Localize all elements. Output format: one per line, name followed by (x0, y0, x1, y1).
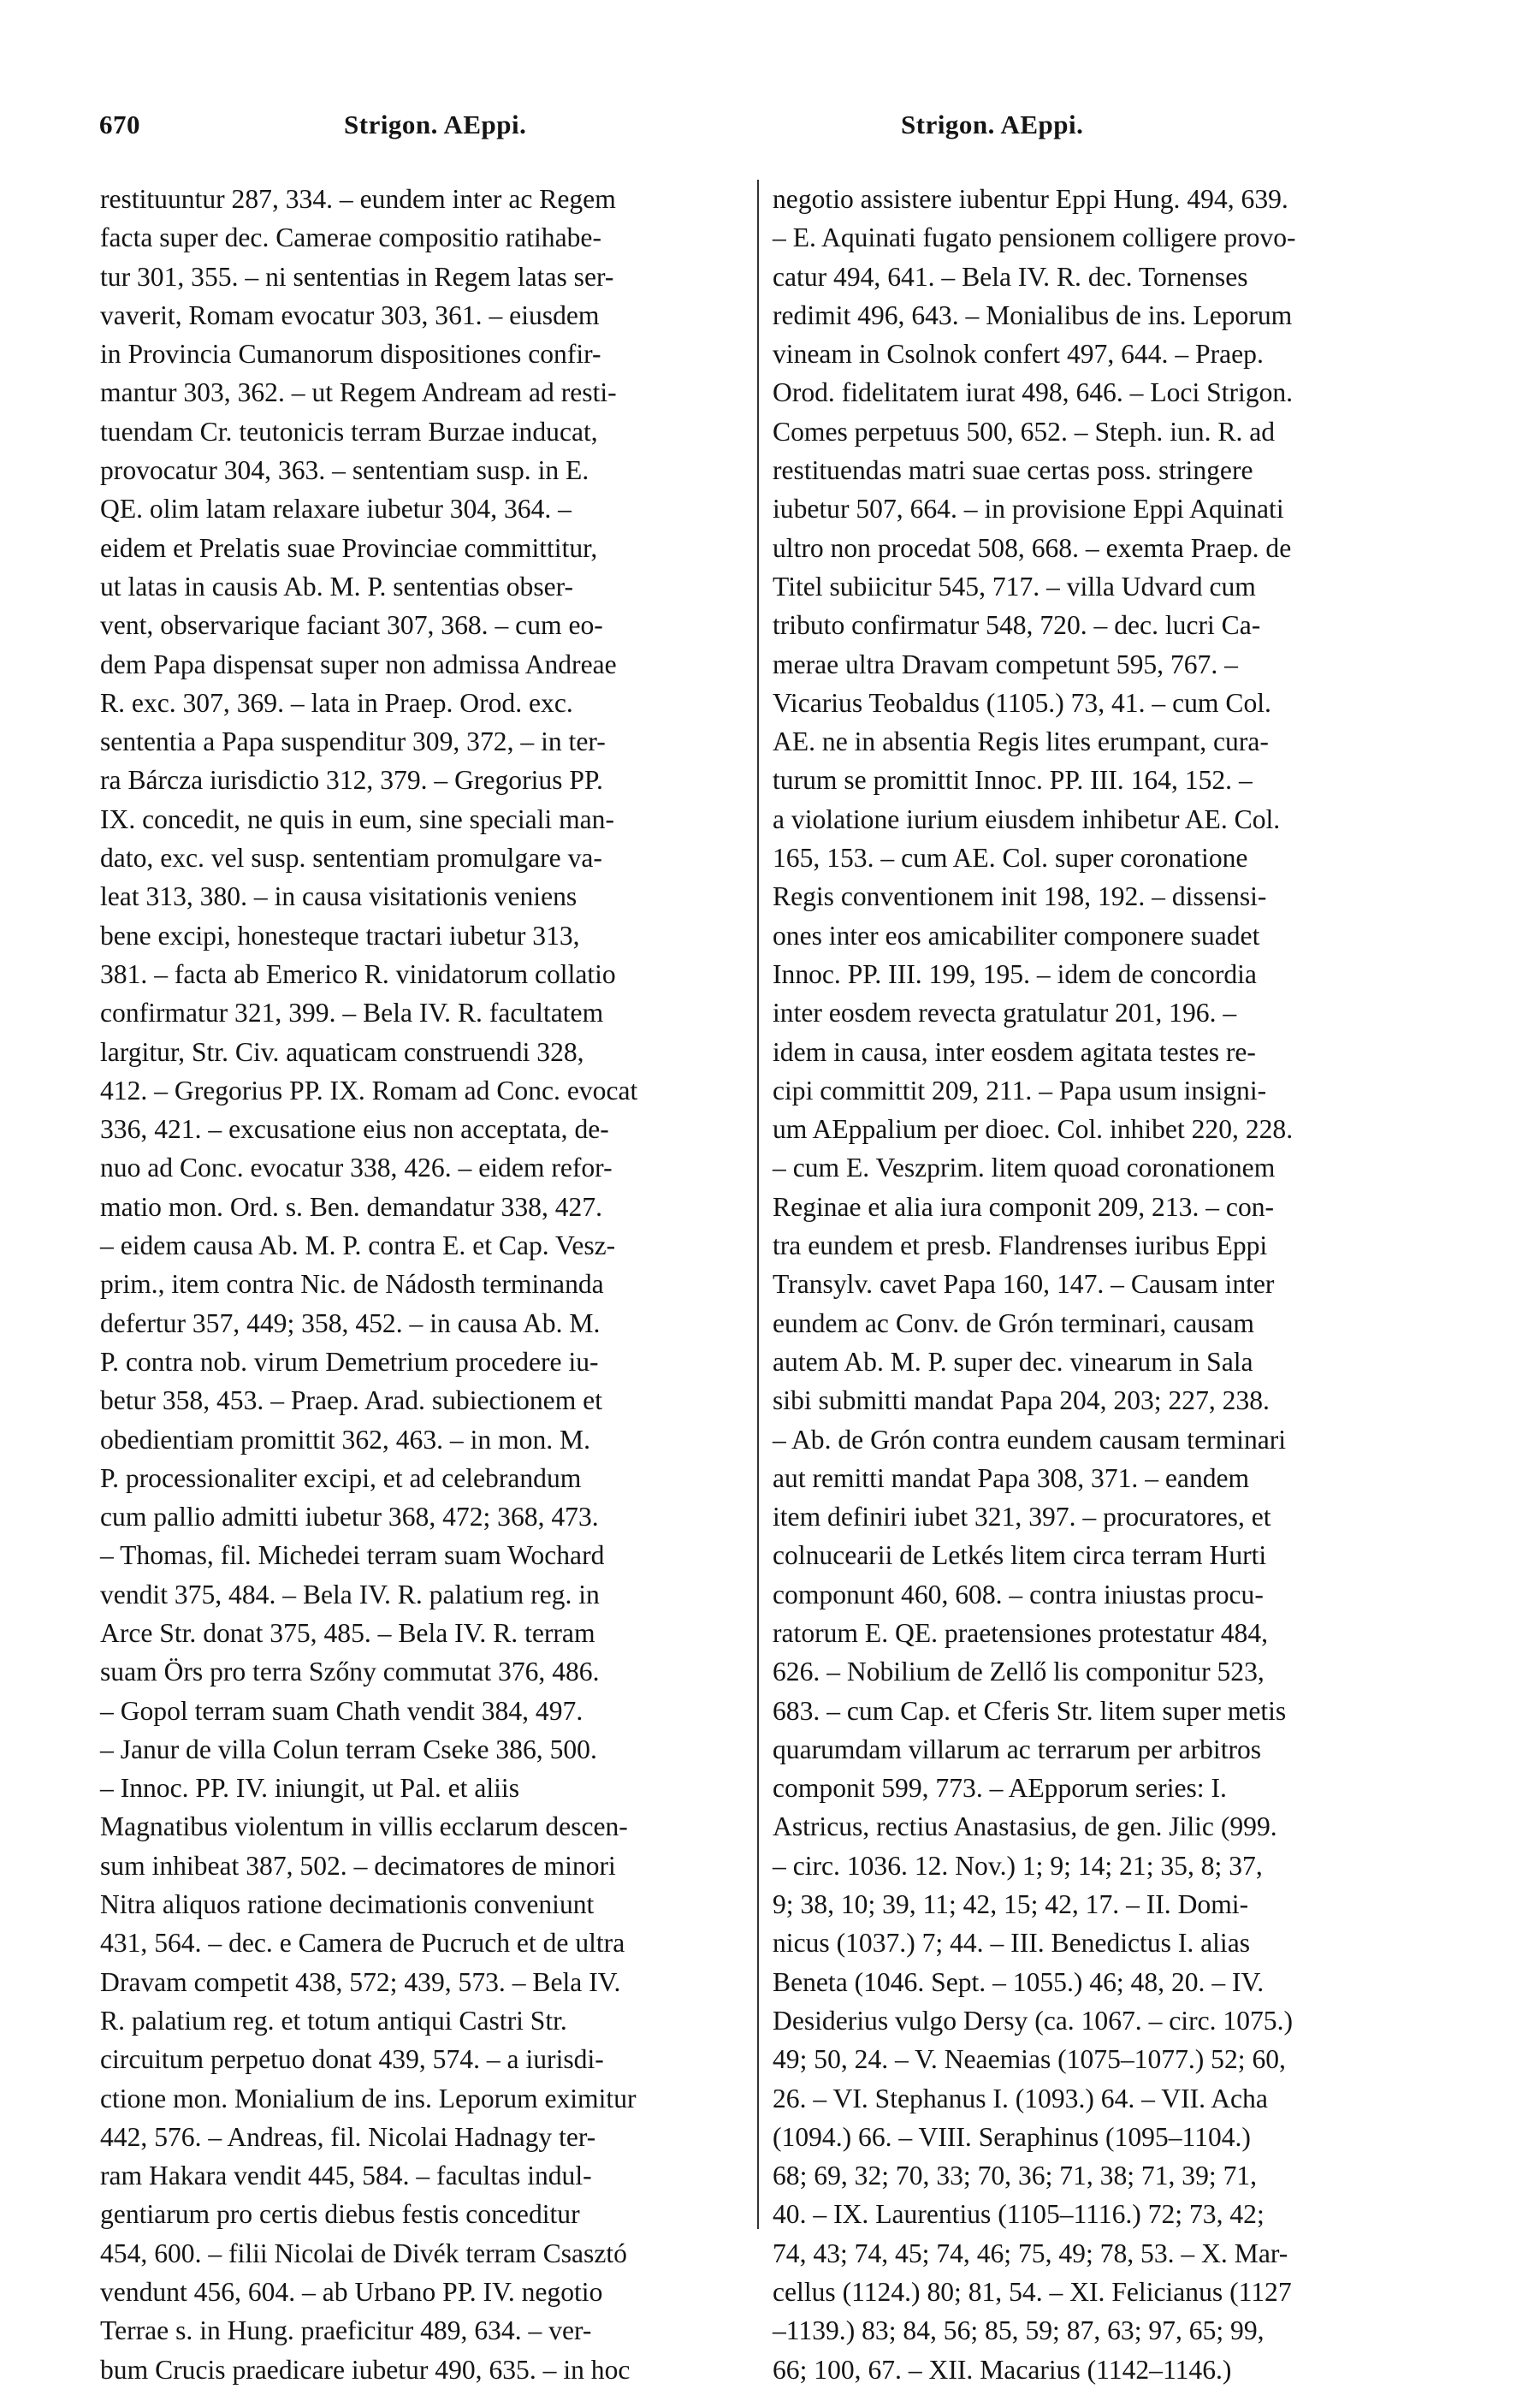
text-line: – Innoc. PP. IV. iniungit, ut Pal. et aliis (100, 1773, 520, 1804)
text-line: nicus (1037.) 7; 44. – III. Benedictus I. alias (773, 1928, 1251, 1959)
text-line: Innoc. PP. III. 199, 195. – idem de concordia (773, 958, 1257, 989)
text-line: 431, 564. – dec. e Camera de Pucruch et de ultra (100, 1928, 625, 1959)
text-line: AE. ne in absentia Regis lites erumpant, cura- (773, 726, 1269, 757)
text-line: 40. – IX. Laurentius (1105–1116.) 72; 73, 42; (773, 2199, 1265, 2230)
text-line: componunt 460, 608. – contra iniustas procu- (773, 1579, 1264, 1609)
text-line: Terrae s. in Hung. praeficitur 489, 634. – ver- (100, 2315, 592, 2346)
text-line: 165, 153. – cum AE. Col. super coronatione (773, 843, 1248, 874)
text-line: 683. – cum Cap. et Cferis Str. litem super metis (773, 1695, 1287, 1726)
text-line: cipi committit 209, 211. – Papa usum insigni- (773, 1075, 1267, 1106)
text-line: – Janur de villa Colun terram Cseke 386, 500. (100, 1734, 597, 1764)
text-line: provocatur 304, 363. – sententiam susp. in E. (100, 455, 589, 486)
text-line: restituuntur 287, 334. – eundem inter ac Regem (100, 184, 616, 214)
text-line: sibi submitti mandat Papa 204, 203; 227, 238. (773, 1385, 1270, 1416)
text-line: aut remitti mandat Papa 308, 371. – eandem (773, 1462, 1250, 1493)
text-line: dem Papa dispensat super non admissa Andreae (100, 649, 617, 679)
text-line: ut latas in causis Ab. M. P. sententias obser- (100, 571, 574, 602)
text-line: Vicarius Teobaldus (1105.) 73, 41. – cum Col. (773, 687, 1271, 718)
text-line: gentiarum pro certis diebus festis conceditur (100, 2199, 580, 2230)
text-line: ctione mon. Monialium de ins. Leporum eximitur (100, 2083, 637, 2113)
running-head-left: Strigon. AEppi. (344, 110, 527, 139)
text-line: merae ultra Dravam competunt 595, 767. – (773, 649, 1238, 679)
text-line: 49; 50, 24. – V. Neaemias (1075–1077.) 52; 60, (773, 2044, 1286, 2075)
text-line: Nitra aliquos ratione decimationis conveniunt (100, 1889, 595, 1920)
text-line: – cum E. Veszprim. litem quoad coronationem (773, 1153, 1276, 1183)
text-line: vendit 375, 484. – Bela IV. R. palatium reg. in (100, 1579, 600, 1609)
right-text-column (773, 180, 1431, 2385)
text-line: – Thomas, fil. Michedei terram suam Wochard (100, 1540, 605, 1571)
text-line: P. processionaliter excipi, et ad celebrandum (100, 1462, 582, 1493)
column-divider (757, 180, 759, 2229)
text-line: Dravam competit 438, 572; 439, 573. – Bela IV. (100, 1966, 621, 1997)
text-line: –1139.) 83; 84, 56; 85, 59; 87, 63; 97, 65; 99, (773, 2315, 1265, 2346)
text-line: largitur, Str. Civ. aquaticam construendi 328, (100, 1036, 584, 1067)
text-line: catur 494, 641. – Bela IV. R. dec. Tornenses (773, 261, 1248, 292)
text-line: autem Ab. M. P. super dec. vinearum in Sala (773, 1346, 1253, 1377)
text-line: 74, 43; 74, 45; 74, 46; 75, 49; 78, 53. – X. Mar- (773, 2238, 1288, 2268)
text-line: Reginae et alia iura componit 209, 213. – con- (773, 1191, 1275, 1222)
text-line: Desiderius vulgo Dersy (ca. 1067. – circ. 1075.) (773, 2005, 1294, 2036)
text-line: dato, exc. vel susp. sententiam promulgare va- (100, 843, 602, 874)
text-line: vent, observarique faciant 307, 368. – cum eo- (100, 610, 603, 641)
text-line: cellus (1124.) 80; 81, 54. – XI. Felicianus (1127 (773, 2277, 1292, 2308)
text-line: inter eosdem revecta gratulatur 201, 196. – (773, 998, 1237, 1029)
text-line: (1094.) 66. – VIII. Seraphinus (1095–1104.) (773, 2121, 1251, 2152)
text-line: tur 301, 355. – ni sententias in Regem latas ser- (100, 261, 614, 292)
text-line: bum Crucis praedicare iubetur 490, 635. – in hoc (100, 2354, 631, 2385)
text-line: Astricus, rectius Anastasius, de gen. Jilic (999. (773, 1811, 1277, 1842)
text-line: mantur 303, 362. – ut Regem Andream ad resti- (100, 377, 617, 408)
text-line: Comes perpetuus 500, 652. – Steph. iun. R. ad (773, 416, 1276, 447)
text-line: Orod. fidelitatem iurat 498, 646. – Loci Strigon. (773, 377, 1294, 408)
text-line: – eidem causa Ab. M. P. contra E. et Cap. Vesz- (100, 1230, 616, 1261)
text-line: – circ. 1036. 12. Nov.) 1; 9; 14; 21; 35, 8; 37, (773, 1850, 1263, 1881)
text-line: betur 358, 453. – Praep. Arad. subiectionem et (100, 1385, 602, 1416)
text-line: prim., item contra Nic. de Nádosth terminanda (100, 1269, 604, 1300)
text-line: iubetur 507, 664. – in provisione Eppi Aquinati (773, 494, 1284, 525)
text-line: vineam in Csolnok confert 497, 644. – Praep. (773, 339, 1264, 370)
text-line: a violatione iurium eiusdem inhibetur AE. Col. (773, 803, 1281, 834)
running-head-right: Strigon. AEppi. (901, 110, 1084, 139)
text-line: – E. Aquinati fugato pensionem colligere provo- (773, 222, 1296, 253)
text-line: IX. concedit, ne quis in eum, sine speciali man- (100, 803, 614, 834)
text-line: R. palatium reg. et totum antiqui Castri Str. (100, 2005, 567, 2036)
text-line: Magnatibus violentum in villis ecclarum descen- (100, 1811, 628, 1842)
text-line: turum se promittit Innoc. PP. III. 164, 152. – (773, 765, 1253, 796)
text-line: restituendas matri suae certas poss. stringere (773, 455, 1253, 486)
text-line: Arce Str. donat 375, 485. – Bela IV. R. terram (100, 1617, 595, 1648)
text-line: 66; 100, 67. – XII. Macarius (1142–1146.) (773, 2354, 1232, 2385)
text-line: facta super dec. Camerae compositio ratihabe- (100, 222, 601, 253)
text-line: 336, 421. – excusatione eius non acceptata, de- (100, 1114, 609, 1145)
text-line: quarumdam villarum ac terrarum per arbitros (773, 1734, 1262, 1764)
text-line: leat 313, 380. – in causa visitationis veniens (100, 881, 578, 912)
text-line: negotio assistere iubentur Eppi Hung. 494, 639. (773, 184, 1288, 214)
text-line: tuendam Cr. teutonicis terram Burzae inducat, (100, 416, 598, 447)
text-line: componit 599, 773. – AEpporum series: I. (773, 1773, 1227, 1804)
text-line: redimit 496, 643. – Monialibus de ins. Leporum (773, 299, 1293, 330)
text-line: QE. olim latam relaxare iubetur 304, 364. – (100, 494, 572, 525)
text-line: sententia a Papa suspenditur 309, 372, – in ter- (100, 726, 606, 757)
text-line: vaverit, Romam evocatur 303, 361. – eiusdem (100, 299, 600, 330)
text-line: in Provincia Cumanorum dispositiones confir- (100, 339, 601, 370)
text-line: ultro non procedat 508, 668. – exemta Praep. de (773, 532, 1292, 563)
text-line: obedientiam promittit 362, 463. – in mon. M. (100, 1424, 591, 1455)
text-line: circuitum perpetuo donat 439, 574. – a iurisdi- (100, 2044, 604, 2075)
text-line: Regis conventionem init 198, 192. – dissensi- (773, 881, 1267, 912)
text-line: idem in causa, inter eosdem agitata testes re- (773, 1036, 1256, 1067)
text-line: Titel subiicitur 545, 717. – villa Udvard cum (773, 571, 1256, 602)
text-line: sum inhibeat 387, 502. – decimatores de minori (100, 1850, 616, 1881)
text-line: bene excipi, honesteque tractari iubetur 313, (100, 920, 580, 951)
text-line: eundem ac Conv. de Grón terminari, causam (773, 1307, 1254, 1338)
text-line: tra eundem et presb. Flandrenses iuribus Eppi (773, 1230, 1268, 1261)
text-line: – Gopol terram suam Chath vendit 384, 497. (100, 1695, 583, 1726)
text-line: suam Örs pro terra Szőny commutat 376, 486. (100, 1657, 600, 1687)
text-line: vendunt 456, 604. – ab Urbano PP. IV. negotio (100, 2277, 603, 2308)
text-line: colnucearii de Letkés litem circa terram Hurti (773, 1540, 1267, 1571)
text-line: Transylv. cavet Papa 160, 147. – Causam inter (773, 1269, 1275, 1300)
text-line: matio mon. Ord. s. Ben. demandatur 338, 427. (100, 1191, 603, 1222)
text-line: 442, 576. – Andreas, fil. Nicolai Hadnagy ter- (100, 2121, 596, 2152)
text-line: 454, 600. – filii Nicolai de Divék terram Csasztó (100, 2238, 627, 2268)
left-text-column (100, 180, 743, 2385)
text-line: eidem et Prelatis suae Provinciae committitur, (100, 532, 598, 563)
text-line: confirmatur 321, 399. – Bela IV. R. facultatem (100, 998, 604, 1029)
text-line: item definiri iubet 321, 397. – procuratores, et (773, 1502, 1271, 1532)
text-line: defertur 357, 449; 358, 452. – in causa Ab. M. (100, 1307, 601, 1338)
text-line: 381. – facta ab Emerico R. vinidatorum collatio (100, 958, 616, 989)
text-line: R. exc. 307, 369. – lata in Praep. Orod. exc. (100, 687, 573, 718)
text-line: Beneta (1046. Sept. – 1055.) 46; 48, 20. – IV. (773, 1966, 1265, 1997)
text-line: ratorum E. QE. praetensiones protestatur 484, (773, 1617, 1269, 1648)
text-line: um AEppalium per dioec. Col. inhibet 220, 228. (773, 1114, 1294, 1145)
text-line: ones inter eos amicabiliter componere suadet (773, 920, 1260, 951)
text-line: ram Hakara vendit 445, 584. – facultas indul- (100, 2161, 592, 2191)
text-line: 412. – Gregorius PP. IX. Romam ad Conc. evocat (100, 1075, 638, 1106)
text-line: – Ab. de Grón contra eundem causam terminari (773, 1424, 1287, 1455)
text-line: P. contra nob. virum Demetrium procedere iu- (100, 1346, 599, 1377)
text-line: 9; 38, 10; 39, 11; 42, 15; 42, 17. – II. Domi- (773, 1889, 1249, 1920)
text-line: ra Bárcza iurisdictio 312, 379. – Gregorius PP. (100, 765, 603, 796)
text-line: cum pallio admitti iubetur 368, 472; 368, 473. (100, 1502, 599, 1532)
text-line: nuo ad Conc. evocatur 338, 426. – eidem refor- (100, 1153, 613, 1183)
text-line: 626. – Nobilium de Zellő lis componitur 523, (773, 1657, 1265, 1687)
text-line: 26. – VI. Stephanus I. (1093.) 64. – VII. Acha (773, 2083, 1268, 2113)
page-number: 670 (99, 110, 140, 139)
text-line: tributo confirmatur 548, 720. – dec. lucri Ca- (773, 610, 1261, 641)
text-line: 68; 69, 32; 70, 33; 70, 36; 71, 38; 71, 39; 71, (773, 2161, 1258, 2191)
